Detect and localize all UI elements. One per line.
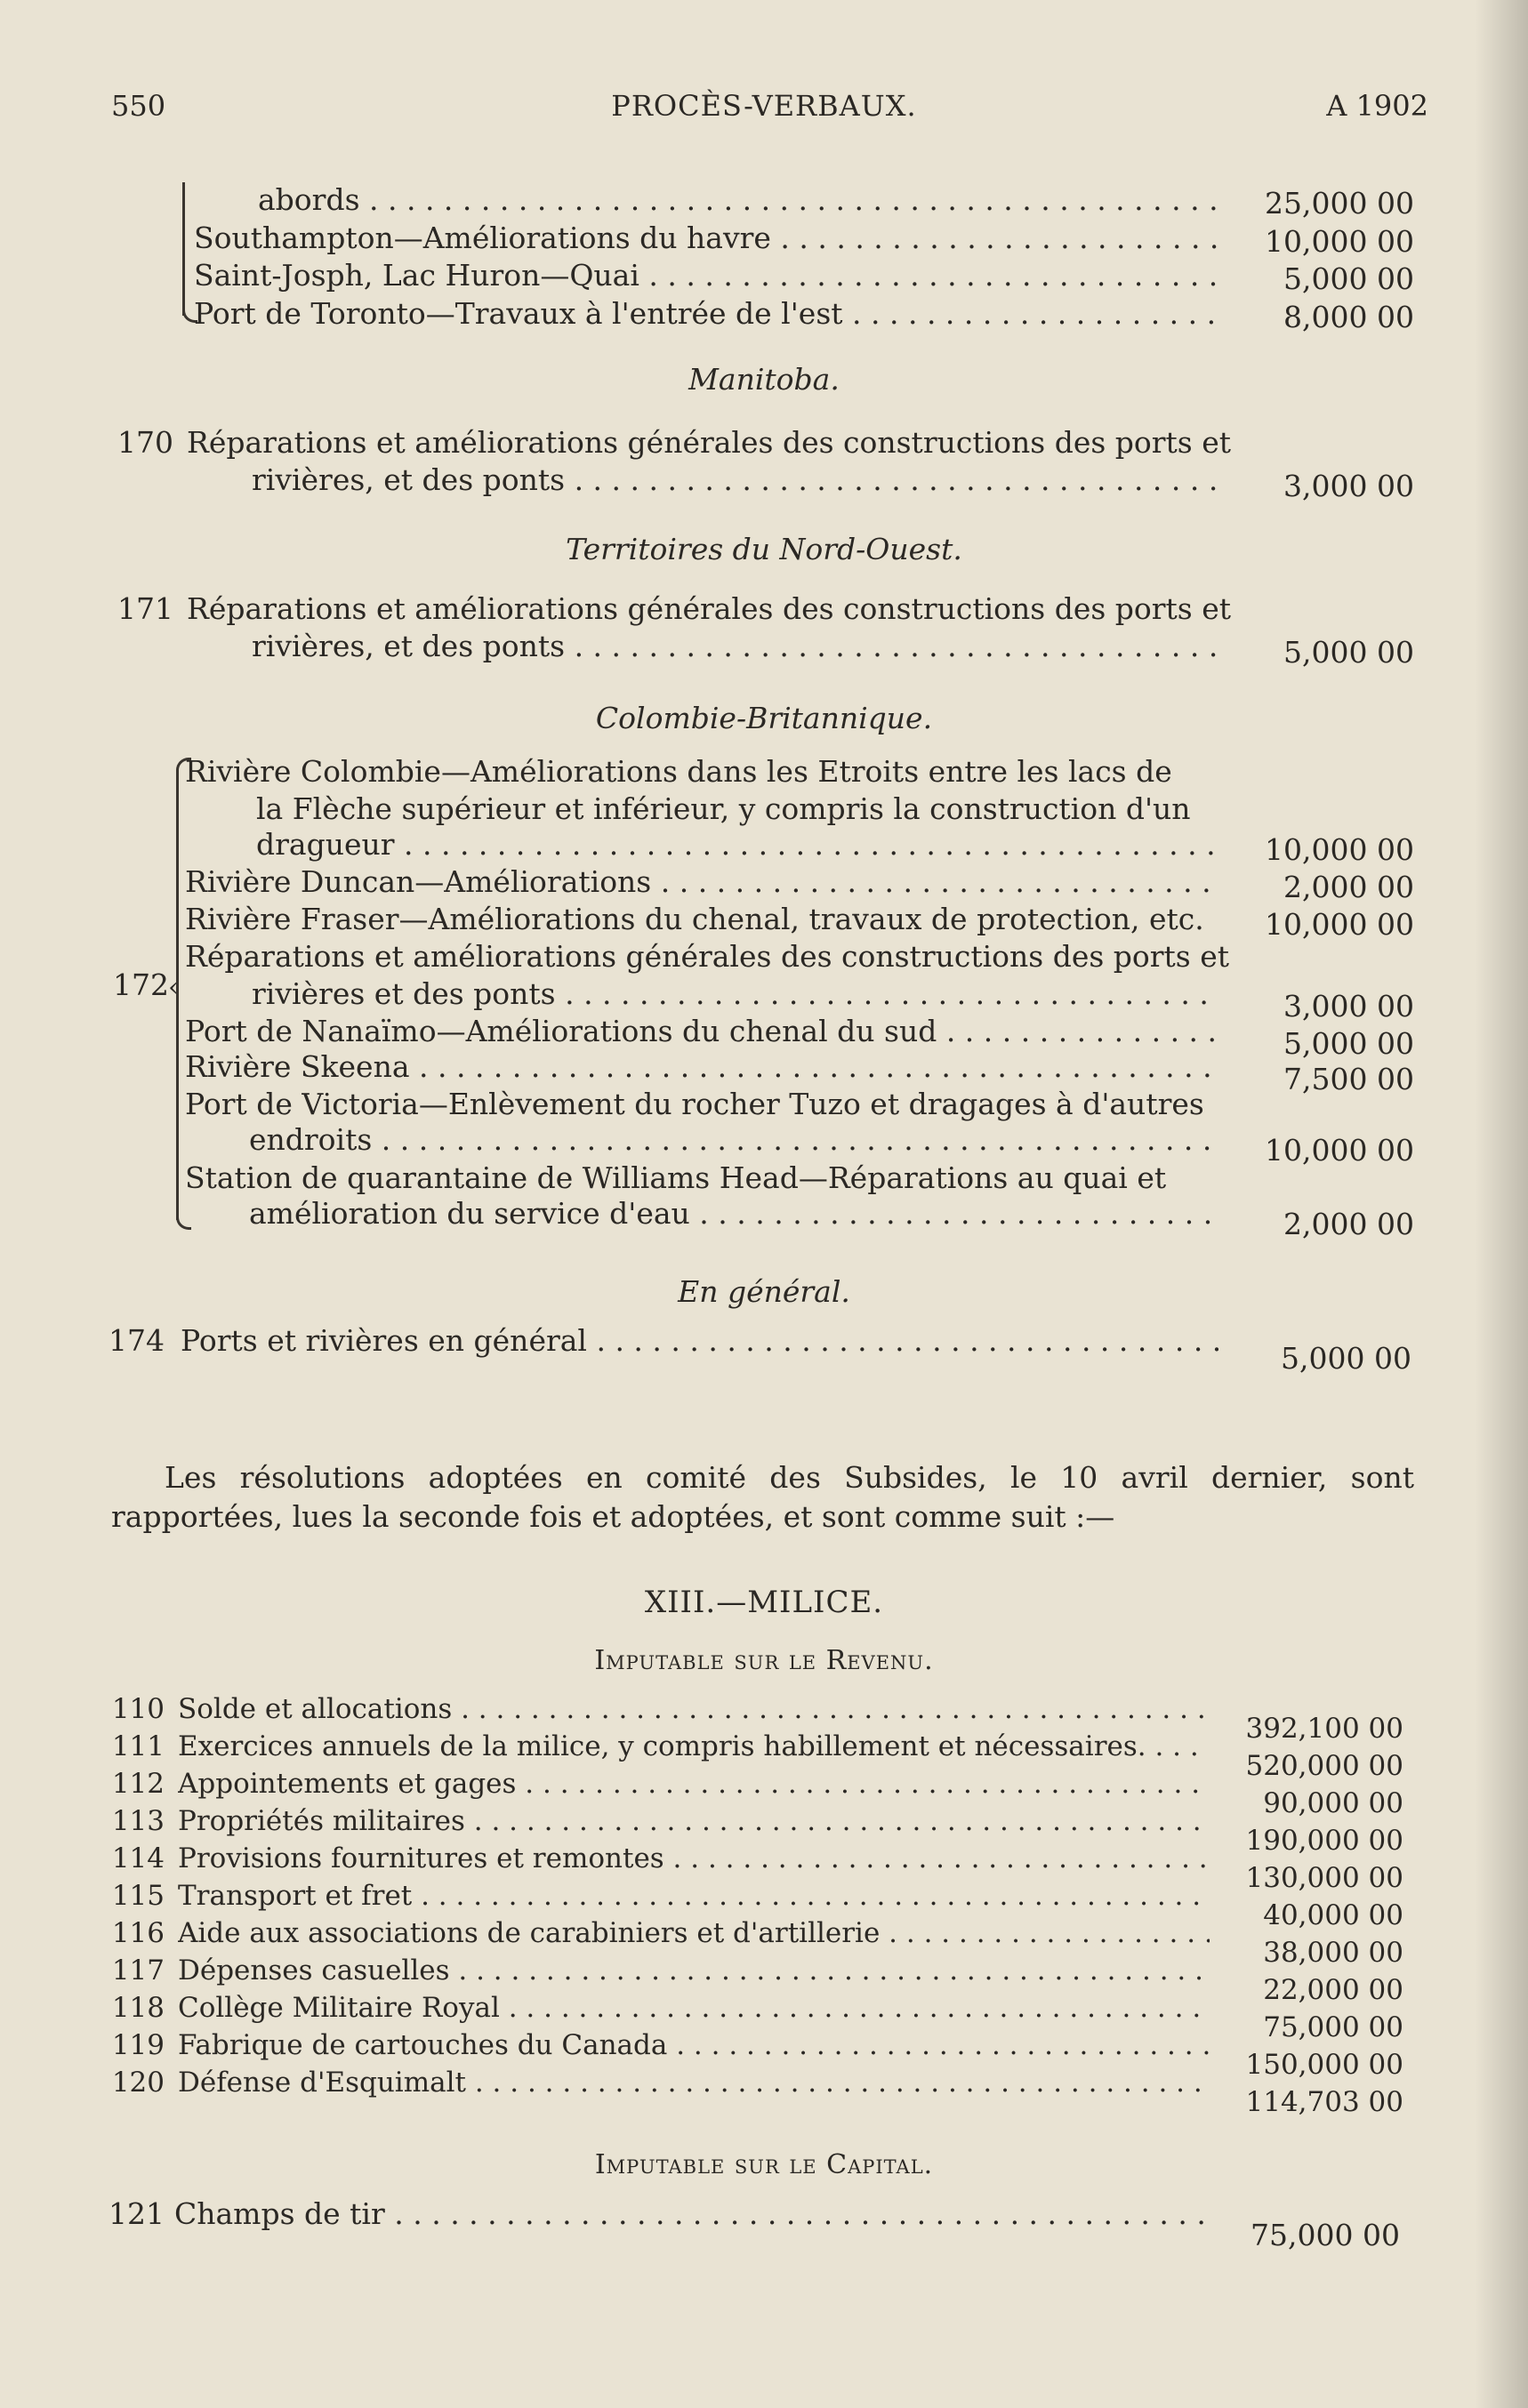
item-number: 120 — [111, 2067, 165, 2099]
item-text: Exercices annuels de la milice, y compris habillement et nécessaires. . . . — [178, 1729, 1210, 1764]
item-amount: 40,000 00 — [1263, 1899, 1403, 1931]
resolution-paragraph: Les résolutions adoptées en comité des Subsides, le 10 avril dernier, sont rapportées, lues la seconde fois et adoptées, et sont comme suit :— — [111, 1460, 1414, 1534]
item-number: 116 — [111, 1917, 165, 1949]
item-number-172: 172 — [113, 967, 169, 1002]
item-text: Solde et allocations . . . — [178, 1691, 1210, 1727]
item-amount: 150,000 00 — [1245, 2049, 1403, 2081]
item-number: 111 — [111, 1730, 165, 1762]
page-year: A 1902 — [1326, 89, 1428, 123]
item-number: 117 — [111, 1954, 165, 1987]
item-number: 113 — [111, 1805, 165, 1837]
item-number: 110 — [111, 1693, 165, 1725]
section-heading-colombie: Colombie-Britannique. — [595, 701, 933, 735]
item-amount: 130,000 00 — [1245, 1862, 1403, 1894]
item-number: 119 — [111, 2029, 165, 2061]
item-amount: 22,000 00 — [1263, 1974, 1403, 2006]
section-heading-nord-ouest: Territoires du Nord-Ouest. — [566, 532, 962, 566]
item-text: Propriétés militaires . . . — [178, 1803, 1210, 1839]
section-title-milice: XIII.—MILICE. — [644, 1585, 884, 1620]
item-amount: 90,000 00 — [1263, 1787, 1403, 1819]
item-amount: 114,703 00 — [1245, 2086, 1403, 2118]
item-amount: 520,000 00 — [1245, 1750, 1403, 1782]
item-number: 115 — [111, 1880, 165, 1912]
item-number: 112 — [111, 1768, 165, 1800]
page-title: PROCÈS-VERBAUX. — [611, 89, 917, 123]
item-text: Défense d'Esquimalt . . . — [178, 2065, 1210, 2100]
page-header — [0, 89, 1528, 133]
subheading-revenu: Imputable sur le Revenu. — [594, 1645, 934, 1676]
item-text: Aide aux associations de carabiniers et d'artillerie . . . — [178, 1915, 1210, 1951]
item-text: Provisions fournitures et remontes . . . — [178, 1841, 1210, 1876]
item-text: Transport et fret . . . — [178, 1878, 1210, 1914]
item-text: Collège Militaire Royal . . . — [178, 1990, 1210, 2026]
section-heading-manitoba: Manitoba. — [688, 362, 840, 397]
item-amount: 190,000 00 — [1245, 1825, 1403, 1857]
item-amount: 392,100 00 — [1245, 1713, 1403, 1745]
bracket-colombie-foot — [176, 1200, 191, 1230]
item-number: 114 — [111, 1842, 165, 1874]
item-text: Fabrique de cartouches du Canada . . . — [178, 2027, 1210, 2063]
item-amount: 75,000 00 — [1263, 2011, 1403, 2043]
section-heading-general: En général. — [678, 1274, 850, 1309]
item-amount: 38,000 00 — [1263, 1937, 1403, 1969]
item-number: 118 — [111, 1992, 165, 2024]
bracket-point: ‹ — [168, 972, 179, 1003]
page-number: 550 — [111, 89, 166, 123]
item-text: Appointements et gages . . . — [178, 1766, 1210, 1802]
subheading-capital: Imputable sur le Capital. — [594, 2149, 934, 2180]
item-text: Dépenses casuelles . . . — [178, 1953, 1210, 1988]
